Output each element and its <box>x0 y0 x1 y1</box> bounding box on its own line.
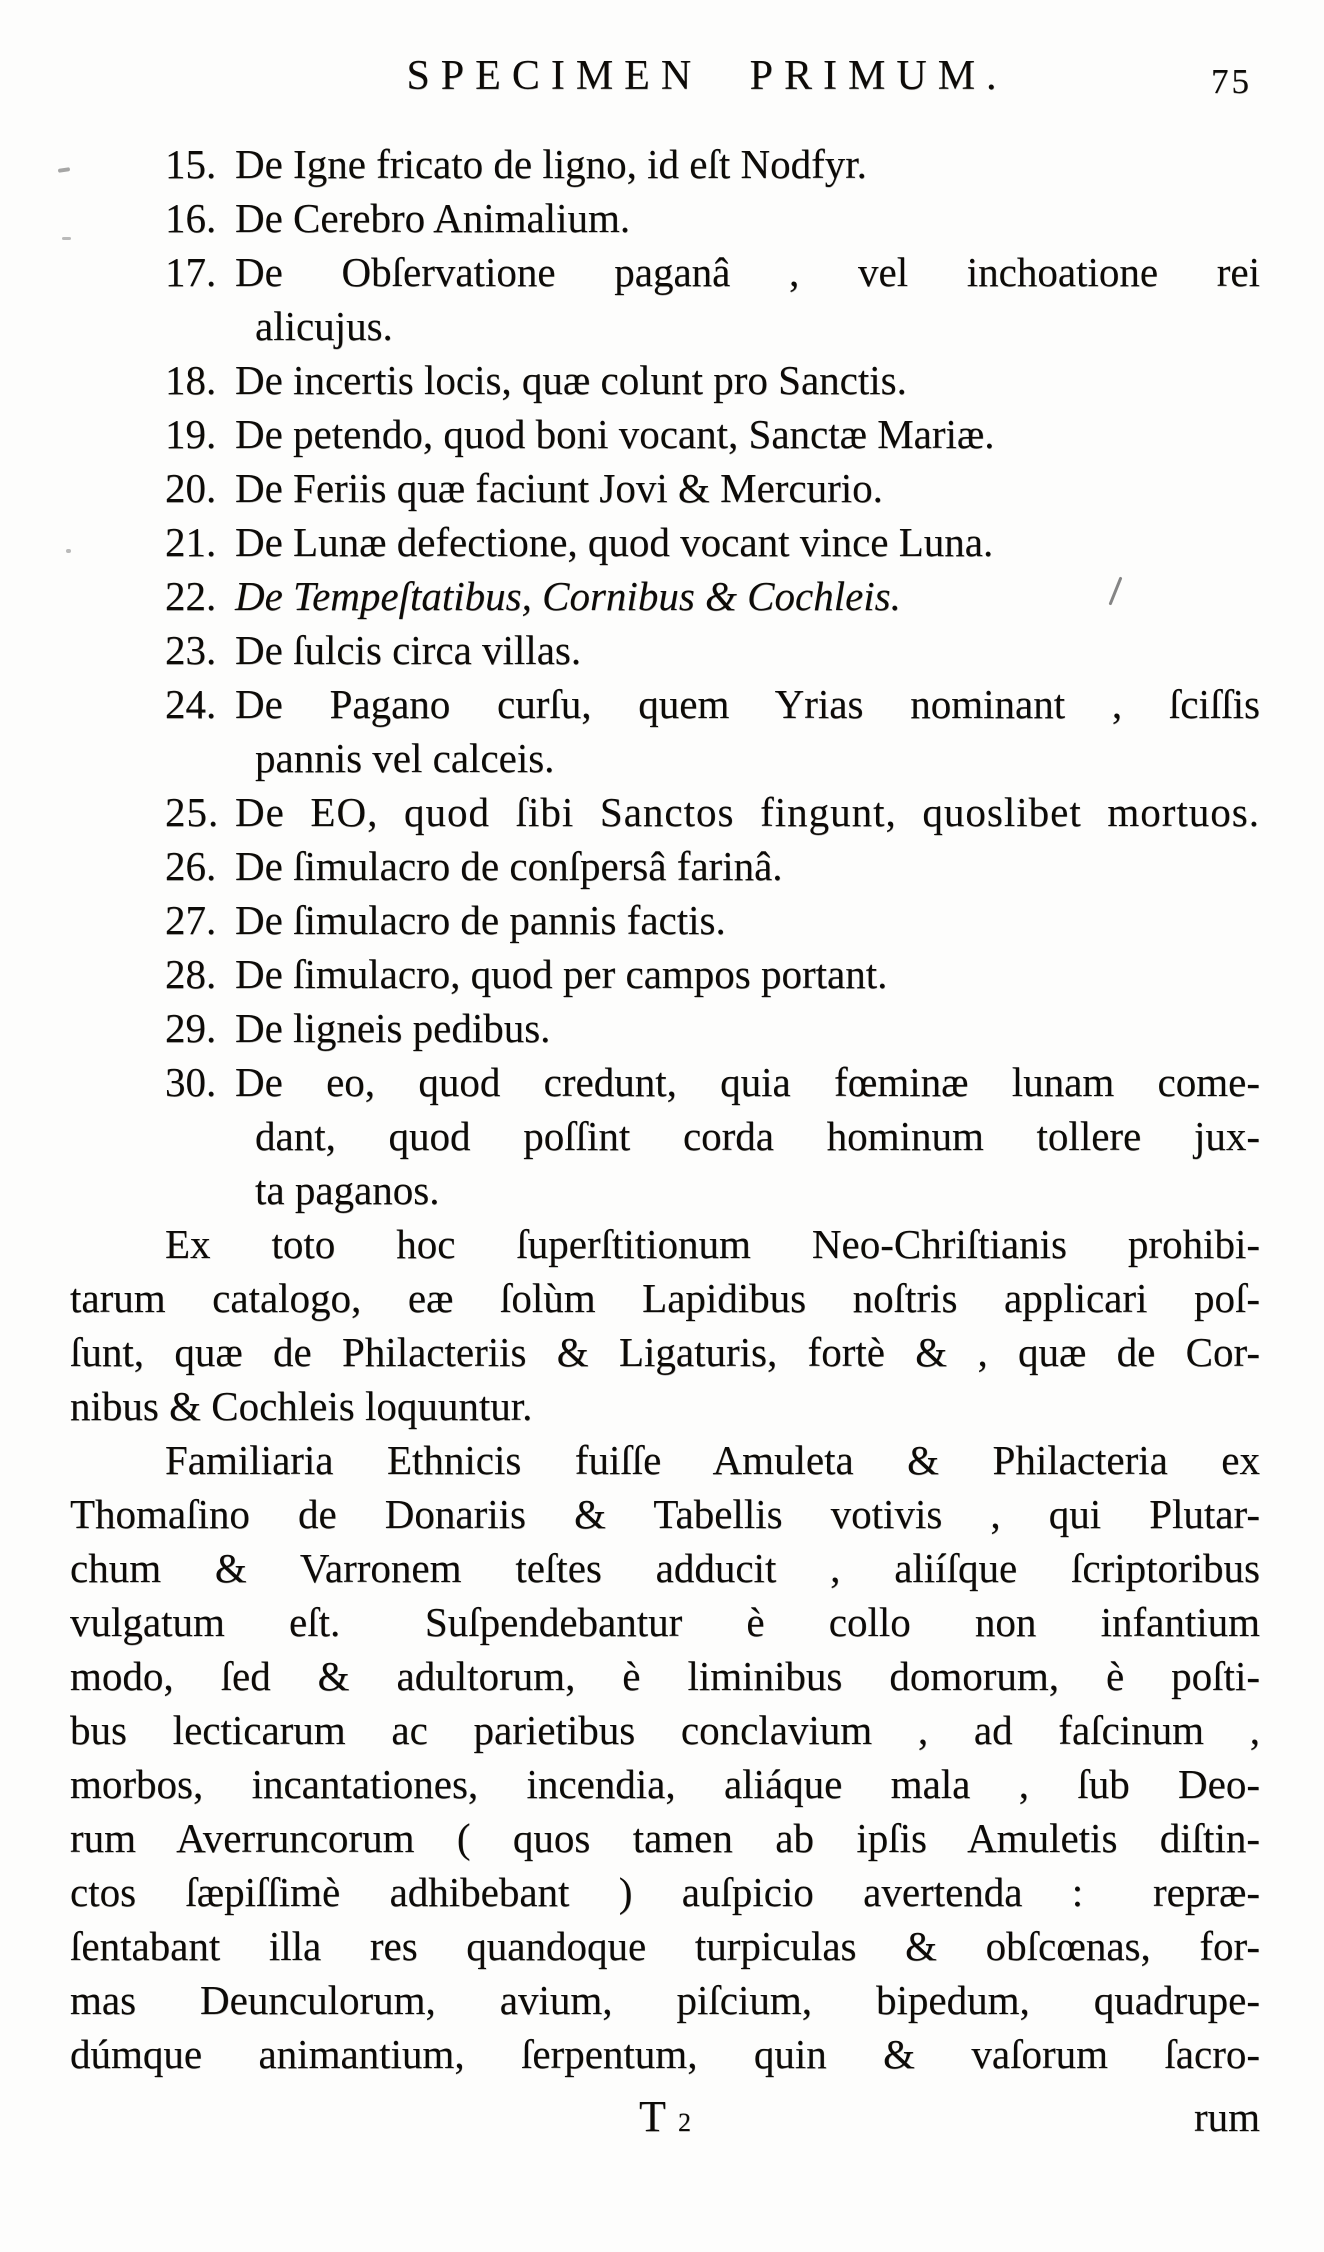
text-line <box>70 1325 1260 1379</box>
item-number: 22. <box>165 573 217 619</box>
item-number: 28. <box>165 951 217 997</box>
item-number: 26. <box>165 843 217 889</box>
text-line <box>70 299 1260 353</box>
list-item-line <box>70 839 1260 893</box>
line-text: De Obſervatione paganâ , vel inchoatione rei <box>235 249 1260 295</box>
line-text: ta paganos. <box>255 1167 440 1213</box>
line-text: ctos ſæpiſſimè adhibebant ) auſpicio avertenda : repræ- <box>70 1869 1260 1915</box>
line-text: vulgatum eſt. Suſpendebantur è collo non infantium <box>70 1599 1260 1645</box>
line-text: De Tempeſtatibus, Cornibus & Cochleis. <box>235 573 901 619</box>
line-text: De ſimulacro de conſpersâ farinâ. <box>235 843 783 889</box>
list-item-line <box>70 407 1260 461</box>
signature-number: 2 <box>677 2108 691 2137</box>
item-number: 27. <box>165 897 217 943</box>
line-text: De ſimulacro, quod per campos portant. <box>235 951 888 997</box>
item-number: 24. <box>165 681 217 727</box>
line-text: dant, quod poſſint corda hominum tollere jux- <box>255 1113 1260 1159</box>
text-line <box>70 1379 1260 1433</box>
line-text: morbos, incantationes, incendia, aliáque mala , ſub Deo- <box>70 1761 1260 1807</box>
line-text: De Cerebro Animalium. <box>235 195 631 241</box>
line-text: De eo, quod credunt, quia fœminæ lunam come- <box>235 1059 1260 1105</box>
text-line <box>70 1487 1260 1541</box>
item-number: 16. <box>165 195 217 241</box>
text-column <box>70 137 1260 2144</box>
line-text: De ligneis pedibus. <box>235 1005 551 1051</box>
list-item-line <box>70 893 1260 947</box>
text-line <box>70 1919 1260 1973</box>
line-text: modo, ſed & adultorum, è liminibus domorum, è poſti- <box>70 1653 1260 1699</box>
line-text: Familiaria Ethnicis fuiſſe Amuleta & Philacteria ex <box>165 1437 1260 1483</box>
scan-artifact <box>58 167 70 173</box>
list-item-line <box>70 353 1260 407</box>
text-line <box>70 731 1260 785</box>
running-title: SPECIMEN PRIMUM. <box>406 53 1008 99</box>
list-item-line <box>70 245 1260 299</box>
item-number: 25. <box>165 789 220 835</box>
line-text: De Lunæ defectione, quod vocant vince Luna. <box>235 519 994 565</box>
signature-row <box>70 2090 1260 2144</box>
line-text: De Pagano curſu, quem Yrias nominant , ſciſſis <box>235 681 1260 727</box>
list-item-line <box>70 1055 1260 1109</box>
text-line <box>70 1271 1260 1325</box>
signature-mark <box>70 2090 1260 2150</box>
line-text: rum Averruncorum ( quos tamen ab ipſis Amuletis diſtin- <box>70 1815 1260 1861</box>
line-text: De Feriis quæ faciunt Jovi & Mercurio. <box>235 465 883 511</box>
scan-artifact <box>62 237 71 240</box>
item-number: 20. <box>165 465 217 511</box>
list-item-line <box>70 947 1260 1001</box>
text-line <box>70 1109 1260 1163</box>
line-text: De ſulcis circa villas. <box>235 627 582 673</box>
line-text: pannis vel calceis. <box>255 735 555 781</box>
line-text: Ex toto hoc ſuperſtitionum Neo-Chriſtianis prohibi- <box>165 1221 1260 1267</box>
item-number: 18. <box>165 357 217 403</box>
item-number: 23. <box>165 627 217 673</box>
list-item-line <box>70 677 1260 731</box>
lines-container <box>70 137 1260 2081</box>
item-number: 21. <box>165 519 217 565</box>
text-line <box>70 1811 1260 1865</box>
line-text: ſunt, quæ de Philacteriis & Ligaturis, fortè & , quæ de Cor- <box>70 1329 1260 1375</box>
text-line <box>70 1541 1260 1595</box>
line-text: bus lecticarum ac parietibus conclavium , ad faſcinum , <box>70 1707 1260 1753</box>
line-text: tarum catalogo, eæ ſolùm Lapidibus noſtris applicari poſ- <box>70 1275 1260 1321</box>
item-number: 30. <box>165 1059 217 1105</box>
text-line <box>70 1595 1260 1649</box>
list-item-line <box>70 1001 1260 1055</box>
line-text: De incertis locis, quæ colunt pro Sanctis. <box>235 357 907 403</box>
line-text: De petendo, quod boni vocant, Sanctæ Mariæ. <box>235 411 995 457</box>
scan-artifact <box>66 549 71 553</box>
line-text: chum & Varronem teſtes adducit , aliíſque ſcriptoribus <box>70 1545 1260 1591</box>
item-number: 19. <box>165 411 217 457</box>
line-text: De Igne fricato de ligno, id eſt Nodfyr. <box>235 141 867 187</box>
text-line <box>70 1865 1260 1919</box>
line-text: dúmque animantium, ſerpentum, quin & vaſorum ſacro- <box>70 2031 1260 2077</box>
list-item-line <box>70 623 1260 677</box>
line-text: Thomaſino de Donariis & Tabellis votivis , qui Plutar- <box>70 1491 1260 1537</box>
line-text: De ſimulacro de pannis factis. <box>235 897 726 943</box>
catchword: rum <box>1193 2094 1260 2140</box>
item-number: 29. <box>165 1005 217 1051</box>
line-text: De EO, quod ſibi Sanctos fingunt, quoslibet mortuos. <box>235 789 1260 835</box>
line-text: mas Deunculorum, avium, piſcium, bipedum, quadrupe- <box>70 1977 1260 2023</box>
page-number: 75 <box>1211 62 1252 101</box>
text-line <box>70 1757 1260 1811</box>
list-item-line <box>70 569 1260 623</box>
item-number: 17. <box>165 249 217 295</box>
list-item-line <box>70 785 1260 839</box>
text-line <box>70 1973 1260 2027</box>
list-item-line <box>70 191 1260 245</box>
line-text: ſentabant illa res quandoque turpiculas & obſcœnas, for- <box>70 1923 1260 1969</box>
text-line <box>70 1649 1260 1703</box>
text-line <box>70 1217 1260 1271</box>
text-line <box>70 1163 1260 1217</box>
list-item-line <box>70 461 1260 515</box>
text-line <box>70 1703 1260 1757</box>
signature-letter: T <box>639 2092 666 2141</box>
list-item-line <box>70 137 1260 191</box>
text-line <box>70 2027 1260 2081</box>
page-header <box>70 52 1260 116</box>
item-number: 15. <box>165 141 217 187</box>
line-text: nibus & Cochleis loquuntur. <box>70 1383 533 1429</box>
text-line <box>70 1433 1260 1487</box>
list-item-line <box>70 515 1260 569</box>
line-text: alicujus. <box>255 303 393 349</box>
